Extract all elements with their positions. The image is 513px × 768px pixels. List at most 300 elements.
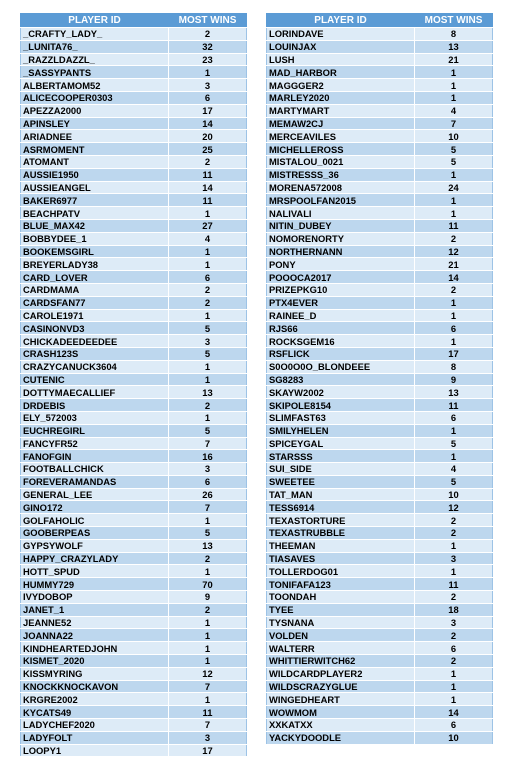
most-wins-cell: 2 xyxy=(415,591,493,604)
most-wins-cell: 4 xyxy=(415,463,493,476)
most-wins-cell: 1 xyxy=(169,642,247,655)
player-id-cell: S0O0O0O_BLONDEEE xyxy=(267,360,415,373)
table-row xyxy=(267,66,493,79)
table-row xyxy=(267,667,493,680)
player-id-cell: LORINDAVE xyxy=(267,28,415,41)
player-id-cell: APINSLEY xyxy=(21,117,169,130)
table-body-right xyxy=(267,28,493,745)
table-row xyxy=(21,347,247,360)
table-row xyxy=(267,437,493,450)
most-wins-cell: 6 xyxy=(169,271,247,284)
player-id-cell: DRDEBIS xyxy=(21,399,169,412)
table-row xyxy=(21,104,247,117)
player-id-cell: _RAZZLDAZZL_ xyxy=(21,53,169,66)
player-id-cell: _CRAFTY_LADY_ xyxy=(21,28,169,41)
player-id-cell: ALBERTAMOM52 xyxy=(21,79,169,92)
most-wins-cell: 2 xyxy=(169,296,247,309)
most-wins-cell: 17 xyxy=(415,347,493,360)
most-wins-cell: 1 xyxy=(169,258,247,271)
table-row xyxy=(267,130,493,143)
most-wins-cell: 13 xyxy=(415,386,493,399)
player-id-cell: MISTRESSS_36 xyxy=(267,168,415,181)
table-row xyxy=(267,411,493,424)
table-row xyxy=(21,539,247,552)
table-row xyxy=(21,53,247,66)
most-wins-cell: 21 xyxy=(415,53,493,66)
table-row xyxy=(267,719,493,732)
table-row xyxy=(267,552,493,565)
wins-table-right xyxy=(266,13,493,745)
most-wins-cell: 7 xyxy=(415,117,493,130)
player-id-cell: KYCATS49 xyxy=(21,706,169,719)
table-row xyxy=(21,501,247,514)
table-row xyxy=(21,258,247,271)
table-row xyxy=(267,143,493,156)
player-id-cell: FOOTBALLCHICK xyxy=(21,463,169,476)
most-wins-cell: 11 xyxy=(415,578,493,591)
table-row xyxy=(267,28,493,41)
player-id-cell: KNOCKKNOCKAVON xyxy=(21,680,169,693)
table-row xyxy=(267,424,493,437)
player-id-cell: MAGGGER2 xyxy=(267,79,415,92)
most-wins-cell: 6 xyxy=(415,719,493,732)
most-wins-cell: 11 xyxy=(169,194,247,207)
player-id-cell: RJS66 xyxy=(267,322,415,335)
player-id-cell: SKAYW2002 xyxy=(267,386,415,399)
table-row xyxy=(21,488,247,501)
table-row xyxy=(267,539,493,552)
most-wins-cell: 12 xyxy=(415,501,493,514)
table-row xyxy=(267,40,493,53)
most-wins-cell: 2 xyxy=(415,527,493,540)
table-row xyxy=(267,386,493,399)
most-wins-cell: 11 xyxy=(415,399,493,412)
table-row xyxy=(21,130,247,143)
table-row xyxy=(267,360,493,373)
player-id-cell: BOOKEMSGIRL xyxy=(21,245,169,258)
player-id-cell: TYEE xyxy=(267,603,415,616)
table-row xyxy=(267,731,493,744)
most-wins-cell: 27 xyxy=(169,219,247,232)
table-row xyxy=(267,463,493,476)
most-wins-cell: 25 xyxy=(169,143,247,156)
player-id-cell: AUSSIEANGEL xyxy=(21,181,169,194)
table-row xyxy=(21,28,247,41)
table-row xyxy=(267,527,493,540)
most-wins-cell: 1 xyxy=(415,91,493,104)
player-id-cell: LADYCHEF2020 xyxy=(21,719,169,732)
most-wins-cell: 1 xyxy=(415,309,493,322)
table-row xyxy=(267,322,493,335)
player-id-header: PLAYER ID xyxy=(21,14,169,28)
player-id-cell: CARDMAMA xyxy=(21,283,169,296)
most-wins-cell: 1 xyxy=(169,207,247,220)
player-id-cell: ARIADNEE xyxy=(21,130,169,143)
most-wins-cell: 23 xyxy=(169,53,247,66)
table-row xyxy=(267,680,493,693)
player-id-cell: AUSSIE1950 xyxy=(21,168,169,181)
table-row xyxy=(21,693,247,706)
most-wins-cell: 1 xyxy=(415,565,493,578)
player-id-cell: TONIFAFA123 xyxy=(267,578,415,591)
player-id-cell: PTX4EVER xyxy=(267,296,415,309)
table-row xyxy=(267,155,493,168)
player-id-cell: BEACHPATV xyxy=(21,207,169,220)
table-row xyxy=(21,578,247,591)
most-wins-cell: 2 xyxy=(169,283,247,296)
most-wins-cell: 1 xyxy=(415,680,493,693)
player-id-cell: DOTTYMAECALLIEF xyxy=(21,386,169,399)
player-id-cell: ROCKSGEM16 xyxy=(267,335,415,348)
most-wins-cell: 7 xyxy=(169,680,247,693)
most-wins-cell: 1 xyxy=(169,629,247,642)
table-row xyxy=(21,731,247,744)
most-wins-cell: 18 xyxy=(415,603,493,616)
player-id-cell: KISMET_2020 xyxy=(21,655,169,668)
player-id-cell: JOANNA22 xyxy=(21,629,169,642)
table-row xyxy=(267,79,493,92)
player-id-cell: WINGEDHEART xyxy=(267,693,415,706)
player-id-cell: GINO172 xyxy=(21,501,169,514)
table-row xyxy=(21,155,247,168)
player-id-cell: WHITTIERWITCH62 xyxy=(267,655,415,668)
table-row xyxy=(21,744,247,757)
player-id-cell: CARD_LOVER xyxy=(21,271,169,284)
player-id-cell: JANET_1 xyxy=(21,603,169,616)
player-id-cell: SWEETEE xyxy=(267,475,415,488)
table-row xyxy=(21,245,247,258)
most-wins-cell: 20 xyxy=(169,130,247,143)
player-id-cell: WALTERR xyxy=(267,642,415,655)
player-id-cell: BLUE_MAX42 xyxy=(21,219,169,232)
player-id-cell: BAKER6977 xyxy=(21,194,169,207)
player-id-cell: CHICKADEEDEEDEE xyxy=(21,335,169,348)
most-wins-cell: 32 xyxy=(169,40,247,53)
table-row xyxy=(267,565,493,578)
player-id-cell: WOWMOM xyxy=(267,706,415,719)
player-id-cell: TIASAVES xyxy=(267,552,415,565)
table-row xyxy=(21,616,247,629)
most-wins-cell: 21 xyxy=(415,258,493,271)
player-id-cell: MORENA572008 xyxy=(267,181,415,194)
player-id-cell: TYSNANA xyxy=(267,616,415,629)
most-wins-cell: 1 xyxy=(415,667,493,680)
player-id-cell: _LUNITA76_ xyxy=(21,40,169,53)
most-wins-cell: 2 xyxy=(415,232,493,245)
player-id-cell: NITIN_DUBEY xyxy=(267,219,415,232)
player-id-cell: MARTYMART xyxy=(267,104,415,117)
player-id-cell: CUTENIC xyxy=(21,373,169,386)
player-id-cell: VOLDEN xyxy=(267,629,415,642)
table-row xyxy=(21,271,247,284)
most-wins-cell: 13 xyxy=(415,40,493,53)
table-row xyxy=(21,642,247,655)
player-id-cell: ATOMANT xyxy=(21,155,169,168)
player-id-cell: PONY xyxy=(267,258,415,271)
table-row xyxy=(21,322,247,335)
table-body-left xyxy=(21,28,247,757)
table-row xyxy=(21,667,247,680)
table-row xyxy=(21,283,247,296)
most-wins-cell: 2 xyxy=(169,552,247,565)
table-row xyxy=(21,373,247,386)
table-row xyxy=(21,655,247,668)
player-id-cell: SLIMFAST63 xyxy=(267,411,415,424)
most-wins-cell: 1 xyxy=(169,411,247,424)
player-id-cell: CRAZYCANUCK3604 xyxy=(21,360,169,373)
player-id-cell: BREYERLADY38 xyxy=(21,258,169,271)
most-wins-cell: 11 xyxy=(169,706,247,719)
player-id-cell: XXKATXX xyxy=(267,719,415,732)
player-id-cell: MRSPOOLFAN2015 xyxy=(267,194,415,207)
player-id-cell: THEEMAN xyxy=(267,539,415,552)
most-wins-cell: 11 xyxy=(415,219,493,232)
player-id-cell: SG8283 xyxy=(267,373,415,386)
most-wins-cell: 2 xyxy=(415,629,493,642)
table-row xyxy=(21,143,247,156)
table-row xyxy=(21,411,247,424)
table-row xyxy=(267,706,493,719)
player-id-cell: MERCEAVILES xyxy=(267,130,415,143)
most-wins-cell: 1 xyxy=(415,168,493,181)
table-row xyxy=(267,693,493,706)
table-row xyxy=(267,53,493,66)
most-wins-cell: 1 xyxy=(169,655,247,668)
table-row xyxy=(267,578,493,591)
table-row xyxy=(21,335,247,348)
table-row xyxy=(267,207,493,220)
most-wins-cell: 1 xyxy=(415,207,493,220)
most-wins-cell: 1 xyxy=(415,539,493,552)
table-row xyxy=(21,706,247,719)
most-wins-cell: 9 xyxy=(415,373,493,386)
most-wins-cell: 1 xyxy=(169,514,247,527)
table-row xyxy=(21,360,247,373)
most-wins-cell: 6 xyxy=(415,322,493,335)
most-wins-cell: 3 xyxy=(169,79,247,92)
most-wins-cell: 5 xyxy=(415,437,493,450)
most-wins-cell: 5 xyxy=(169,424,247,437)
player-id-cell: ELY_572003 xyxy=(21,411,169,424)
table-row xyxy=(21,79,247,92)
table-row xyxy=(21,296,247,309)
most-wins-cell: 1 xyxy=(415,335,493,348)
table-row xyxy=(21,386,247,399)
player-id-cell: NALIVALI xyxy=(267,207,415,220)
most-wins-cell: 1 xyxy=(415,79,493,92)
player-id-cell: KINDHEARTEDJOHN xyxy=(21,642,169,655)
table-row xyxy=(267,629,493,642)
table-row xyxy=(21,475,247,488)
table-row xyxy=(21,565,247,578)
most-wins-cell: 5 xyxy=(415,143,493,156)
player-id-cell: HUMMY729 xyxy=(21,578,169,591)
most-wins-cell: 14 xyxy=(169,181,247,194)
player-id-cell: FANCYFR52 xyxy=(21,437,169,450)
player-id-cell: MAD_HARBOR xyxy=(267,66,415,79)
most-wins-cell: 1 xyxy=(169,66,247,79)
table-row xyxy=(21,629,247,642)
most-wins-cell: 5 xyxy=(415,475,493,488)
player-id-cell: SMILYHELEN xyxy=(267,424,415,437)
table-row xyxy=(267,194,493,207)
table-row xyxy=(21,552,247,565)
most-wins-cell: 3 xyxy=(415,616,493,629)
table-row xyxy=(267,271,493,284)
player-id-cell: POOOCA2017 xyxy=(267,271,415,284)
table-row xyxy=(267,219,493,232)
player-id-header: PLAYER ID xyxy=(267,14,415,28)
player-id-cell: FANOFGIN xyxy=(21,450,169,463)
table-row xyxy=(21,207,247,220)
most-wins-cell: 26 xyxy=(169,488,247,501)
most-wins-cell: 7 xyxy=(169,501,247,514)
player-id-cell: KRGRE2002 xyxy=(21,693,169,706)
table-row xyxy=(267,347,493,360)
most-wins-cell: 3 xyxy=(169,335,247,348)
player-id-cell: HOTT_SPUD xyxy=(21,565,169,578)
table-row xyxy=(21,181,247,194)
table-row xyxy=(21,719,247,732)
table-row xyxy=(21,424,247,437)
player-id-cell: RSFLICK xyxy=(267,347,415,360)
player-id-cell: MEMAW2CJ xyxy=(267,117,415,130)
player-id-cell: NORTHERNANN xyxy=(267,245,415,258)
table-row xyxy=(21,40,247,53)
most-wins-cell: 6 xyxy=(169,475,247,488)
most-wins-cell: 14 xyxy=(415,271,493,284)
most-wins-cell: 2 xyxy=(415,283,493,296)
most-wins-cell: 1 xyxy=(415,424,493,437)
most-wins-header: MOST WINS xyxy=(415,14,493,28)
player-id-cell: CAROLE1971 xyxy=(21,309,169,322)
most-wins-cell: 1 xyxy=(415,66,493,79)
player-id-cell: KISSMYRING xyxy=(21,667,169,680)
player-id-cell: TEXASTORTURE xyxy=(267,514,415,527)
most-wins-cell: 3 xyxy=(415,552,493,565)
player-id-cell: MARLEY2020 xyxy=(267,91,415,104)
most-wins-cell: 3 xyxy=(169,731,247,744)
header-row xyxy=(267,14,493,28)
player-id-cell: TAT_MAN xyxy=(267,488,415,501)
most-wins-cell: 6 xyxy=(169,91,247,104)
player-id-cell: SPICEYGAL xyxy=(267,437,415,450)
most-wins-cell: 8 xyxy=(415,360,493,373)
table-row xyxy=(21,219,247,232)
most-wins-cell: 24 xyxy=(415,181,493,194)
table-row xyxy=(267,642,493,655)
most-wins-cell: 14 xyxy=(169,117,247,130)
table-row xyxy=(267,655,493,668)
table-row xyxy=(21,437,247,450)
most-wins-cell: 17 xyxy=(169,744,247,757)
most-wins-cell: 2 xyxy=(169,155,247,168)
player-id-cell: NOMORENORTY xyxy=(267,232,415,245)
table-row xyxy=(267,591,493,604)
most-wins-cell: 7 xyxy=(169,719,247,732)
table-row xyxy=(21,591,247,604)
table-row xyxy=(267,475,493,488)
table-row xyxy=(21,463,247,476)
table-row xyxy=(267,373,493,386)
player-id-cell: BOBBYDEE_1 xyxy=(21,232,169,245)
most-wins-cell: 10 xyxy=(415,488,493,501)
table-row xyxy=(267,245,493,258)
player-id-cell: LUSH xyxy=(267,53,415,66)
table-row xyxy=(267,488,493,501)
most-wins-cell: 5 xyxy=(169,347,247,360)
player-id-cell: LADYFOLT xyxy=(21,731,169,744)
player-id-cell: GYPSYWOLF xyxy=(21,539,169,552)
table-row xyxy=(21,117,247,130)
most-wins-cell: 10 xyxy=(415,731,493,744)
most-wins-cell: 1 xyxy=(415,693,493,706)
table-row xyxy=(21,232,247,245)
most-wins-cell: 6 xyxy=(415,411,493,424)
most-wins-cell: 11 xyxy=(169,168,247,181)
player-id-cell: FOREVERAMANDAS xyxy=(21,475,169,488)
most-wins-cell: 1 xyxy=(415,194,493,207)
wins-table-left xyxy=(20,13,247,757)
player-id-cell: WILDCARDPLAYER2 xyxy=(267,667,415,680)
table-row xyxy=(267,296,493,309)
most-wins-cell: 10 xyxy=(415,130,493,143)
most-wins-cell: 8 xyxy=(415,28,493,41)
table-row xyxy=(21,450,247,463)
table-row xyxy=(21,309,247,322)
player-id-cell: TOLLERDOG01 xyxy=(267,565,415,578)
player-id-cell: GOLFAHOLIC xyxy=(21,514,169,527)
player-id-cell: WILDSCRAZYGLUE xyxy=(267,680,415,693)
most-wins-cell: 4 xyxy=(169,232,247,245)
player-id-cell: RAINEE_D xyxy=(267,309,415,322)
most-wins-cell: 1 xyxy=(169,616,247,629)
player-id-cell: PRIZEPKG10 xyxy=(267,283,415,296)
most-wins-cell: 2 xyxy=(415,655,493,668)
table-row xyxy=(267,450,493,463)
most-wins-cell: 1 xyxy=(415,296,493,309)
player-id-cell: SKIPOLE8154 xyxy=(267,399,415,412)
player-id-cell: GENERAL_LEE xyxy=(21,488,169,501)
player-id-cell: TOONDAH xyxy=(267,591,415,604)
player-id-cell: IVYDOBOP xyxy=(21,591,169,604)
table-row xyxy=(267,514,493,527)
most-wins-cell: 12 xyxy=(169,667,247,680)
most-wins-cell: 1 xyxy=(169,373,247,386)
most-wins-cell: 1 xyxy=(169,693,247,706)
player-id-cell: _SASSYPANTS xyxy=(21,66,169,79)
player-id-cell: SUI_SIDE xyxy=(267,463,415,476)
table-row xyxy=(21,194,247,207)
most-wins-cell: 16 xyxy=(169,450,247,463)
most-wins-cell: 2 xyxy=(415,514,493,527)
table-row xyxy=(267,309,493,322)
player-id-cell: LOOPY1 xyxy=(21,744,169,757)
table-row xyxy=(267,616,493,629)
most-wins-cell: 1 xyxy=(169,565,247,578)
most-wins-cell: 3 xyxy=(169,463,247,476)
table-row xyxy=(267,283,493,296)
table-row xyxy=(21,527,247,540)
table-row xyxy=(267,232,493,245)
table-row xyxy=(21,168,247,181)
player-id-cell: CASINONVD3 xyxy=(21,322,169,335)
player-id-cell: MICHELLEROSS xyxy=(267,143,415,156)
table-row xyxy=(267,399,493,412)
most-wins-cell: 5 xyxy=(415,155,493,168)
player-id-cell: STARSSS xyxy=(267,450,415,463)
player-id-cell: EUCHREGIRL xyxy=(21,424,169,437)
